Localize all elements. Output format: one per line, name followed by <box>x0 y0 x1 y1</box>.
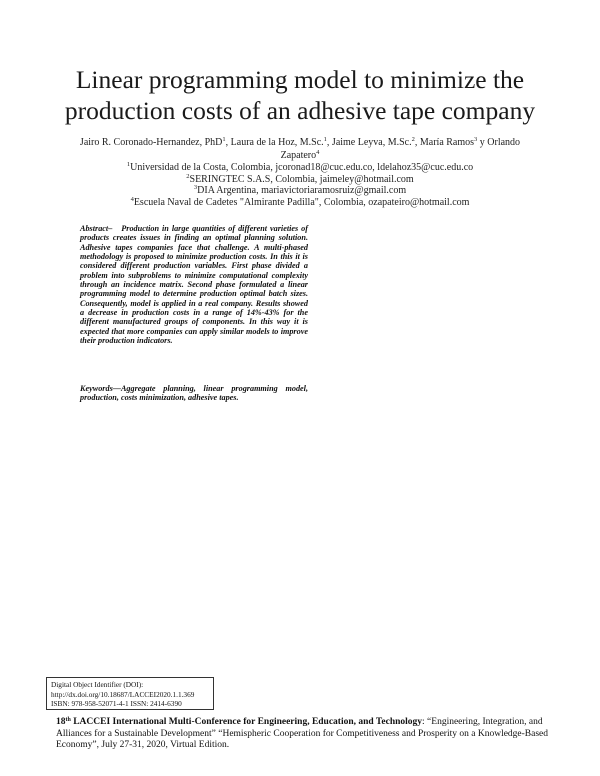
affiliation-list <box>64 162 536 208</box>
title-line-1: Linear programming model to minimize the <box>75 65 525 94</box>
isbn-issn: ISBN: 978-958-52071-4-1 ISSN: 2414-6390 <box>51 699 182 709</box>
abstract <box>80 224 308 345</box>
abstract-text: Production in large quantities of different varieties of products creates issues in finding an optimal planning solution. Adhesive tapes companies face that challenge. A multi-phased methodology is proposed to minimize production costs. In this it is considered different production variables. First phase divided a problem into subproblems to minimize computational complexity through an incidence matrix. Second phase formulated a linear programming model to determine production optimal batch sizes. Consequently, model is applied in a real company. Results showed a decrease in production costs in a range of 14%-43% for the different manufactured groups of components. In this way it is expected that more companies can apply similar models to improve their production indicators. <box>80 224 309 346</box>
paper-title <box>60 64 540 126</box>
abstract-label: Abstract– <box>80 224 113 233</box>
conference-name: 18th LACCEI International Multi-Conference for Engineering, Education, and Technology <box>56 717 423 727</box>
author-1: Jairo R. Coronado-Hernandez, PhD <box>79 137 223 148</box>
author-3: , Jaime Leyva, M.Sc. <box>326 137 412 148</box>
conference-footer <box>56 717 556 752</box>
author-3-sup: 2 <box>411 136 415 143</box>
affiliation-4: $^4$Escuela Naval de Cadetes "Almirante Padilla", Colombia, ozapateiro@hotmail.com <box>130 195 470 208</box>
conference-details: : “Engineering, Integration, and Alliances for a Sustainable Development” “Hemispheric Cooperation for Competitiveness and Prosperity on a Knowledge-Based Economy”, July 27-31, 2020, Virtual Edition. <box>56 717 549 751</box>
title-line-2: production costs of an adhesive tape company <box>64 96 536 125</box>
author-4-sup: 3 <box>474 136 478 143</box>
doi-link[interactable]: http://dx.doi.org/10.18687/LACCEI2020.1.1.369 <box>51 689 195 699</box>
doi-label: Digital Object Identifier (DOI): <box>51 680 144 689</box>
author-1-sup: 1 <box>222 136 226 143</box>
affiliation-3: $^3$DIA Argentina, mariavictoriaramosruiz@gmail.com <box>193 184 407 197</box>
author-2: , Laura de la Hoz, M.Sc. <box>225 137 324 148</box>
keywords-label: Keywords <box>80 384 113 393</box>
affiliation-2: $^2$SERINGTEC S.A.S, Colombia, jaimeley@hotmail.com <box>186 172 414 185</box>
author-2-sup: 1 <box>323 136 327 143</box>
keywords-text: —Aggregate planning, linear programming model, production, costs minimization, adhesive tapes. <box>80 384 308 403</box>
author-5: y Orlando Zapatero <box>280 137 521 161</box>
affiliation-1: $^1$Universidad de la Costa, Colombia, jcoronad18@cuc.edu.co, ldelahoz35@cuc.edu.co <box>126 161 474 173</box>
doi-box <box>46 677 214 710</box>
keywords <box>80 384 308 403</box>
author-4: , María Ramos <box>414 137 475 148</box>
author-5-sup: 4 <box>316 148 320 156</box>
author-list <box>64 137 536 162</box>
